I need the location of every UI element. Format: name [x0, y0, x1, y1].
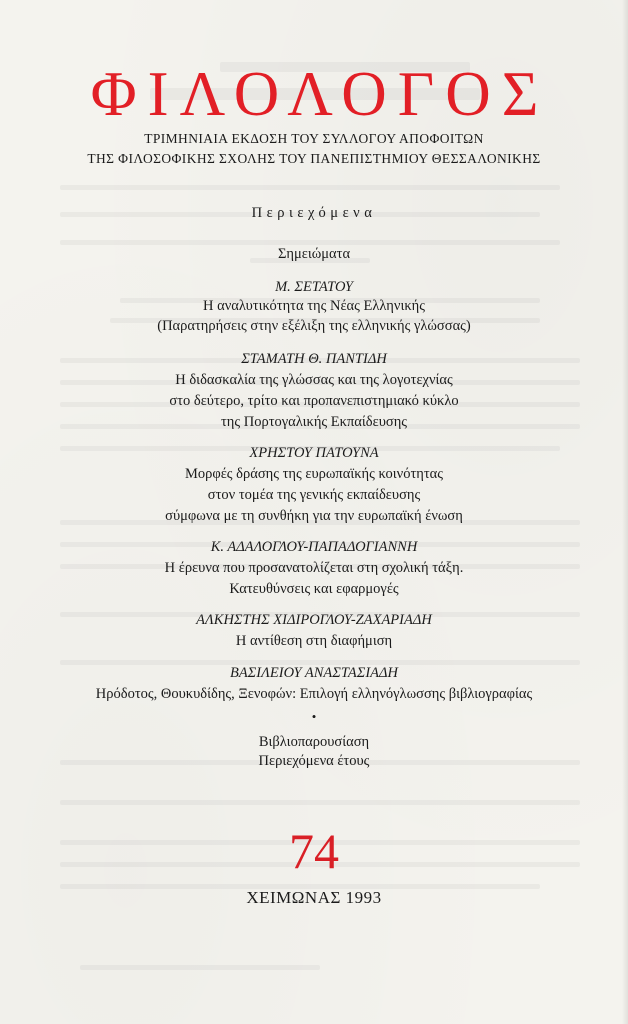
article-author: ΣΤΑΜΑΤΗ Θ. ΠΑΝΤΙΔΗ	[241, 351, 387, 367]
notes-entry: Σημειώματα	[277, 246, 351, 262]
article-title-line: Η αναλυτικότητα της Νέας Ελληνικής	[203, 298, 425, 314]
article-title-line: (Παρατηρήσεις στην εξέλιξη της ελληνικής γλώσσας)	[157, 318, 471, 334]
contents-heading: Περιεχόμενα	[251, 205, 377, 221]
article-title-line: της Πορτογαλικής Εκπαίδευσης	[220, 414, 408, 430]
article-title-line: Η αντίθεση στη διαφήμιση	[235, 633, 393, 649]
article-title-line: Ηρόδοτος, Θουκυδίδης, Ξενοφών: Επιλογή ελληνόγλωσσης βιβλιογραφίας	[95, 686, 533, 702]
separator-bullet: •	[311, 709, 317, 724]
article-title-line: στον τομέα της γενικής εκπαίδευσης	[207, 487, 421, 503]
article-title-line: Η διδασκαλία της γλώσσας και της λογοτεχνίας	[175, 372, 453, 388]
article-author: ΑΛΚΗΣΤΗΣ ΧΙΔΙΡΟΓΛΟΥ-ΖΑΧΑΡΙΑΔΗ	[196, 612, 432, 628]
article-author: ΒΑΣΙΛΕΙΟΥ ΑΝΑΣΤΑΣΙΑΔΗ	[229, 665, 399, 681]
article-title-line: σύμφωνα με τη συνθήκη για την ευρωπαϊκή ένωση	[165, 508, 463, 524]
issue-season: ΧΕΙΜΩΝΑΣ 1993	[246, 888, 382, 907]
article-title-line: Η έρευνα που προσανατολίζεται στη σχολική τάξη.	[164, 560, 464, 576]
article-author: Κ. ΑΔΑΛΟΓΛΟΥ-ΠΑΠΑΔΟΓΙΑΝΝΗ	[210, 539, 418, 555]
article-author: ΧΡΗΣΤΟΥ ΠΑΤΟΥΝΑ	[249, 445, 379, 461]
issue-number: 74	[289, 823, 339, 879]
article-title-line: Μορφές δράσης της ευρωπαϊκής κοινότητας	[184, 466, 444, 482]
extra-entry: Περιεχόμενα έτους	[258, 753, 370, 769]
article-title-line: στο δεύτερο, τρίτο και προπανεπιστημιακό κύκλο	[169, 393, 459, 409]
extra-entry: Βιβλιοπαρουσίαση	[258, 734, 370, 750]
journal-subtitle-line1: ΤΡΙΜΗΝΙΑΙΑ ΕΚΔΟΣΗ ΤΟΥ ΣΥΛΛΟΓΟΥ ΑΠΟΦΟΙΤΩΝ	[144, 131, 484, 146]
journal-subtitle-line2: ΤΗΣ ΦΙΛΟΣΟΦΙΚΗΣ ΣΧΟΛΗΣ ΤΟΥ ΠΑΝΕΠΙΣΤΗΜΙΟΥ ΘΕΣΣΑΛΟΝΙΚΗΣ	[87, 151, 541, 166]
article-title-line: Κατευθύνσεις και εφαρμογές	[229, 581, 399, 597]
article-author: Μ. ΣΕΤΑΤΟΥ	[275, 279, 353, 295]
journal-title: ΦΙΛΟΛΟΓΟΣ	[90, 59, 550, 129]
